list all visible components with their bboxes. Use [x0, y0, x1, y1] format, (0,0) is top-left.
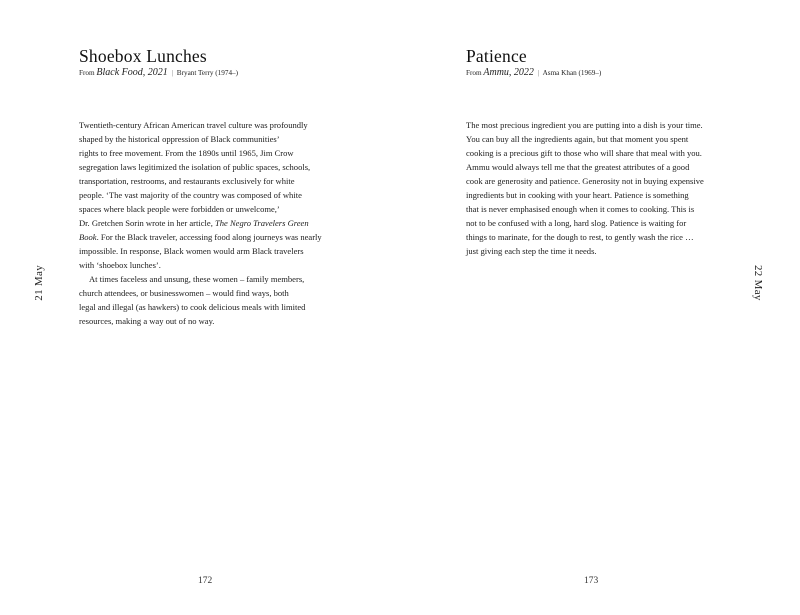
body-line: legal and illegal (as hawkers) to cook delicious meals with limited	[79, 302, 306, 312]
source-work: Black Food, 2021	[96, 67, 168, 78]
entry-body	[79, 118, 341, 328]
article-title: The Negro Travelers Green	[215, 218, 309, 228]
body-line: with ‘shoebox lunches’.	[79, 260, 161, 270]
body-line	[79, 216, 341, 230]
body-line: not to be confused with a long, hard slog. Patience is waiting for	[466, 218, 687, 228]
body-line: Ammu would always tell me that the greatest attributes of a good	[466, 162, 690, 172]
source-prefix: From	[79, 69, 95, 77]
body-line	[79, 230, 341, 244]
right-page	[400, 0, 800, 615]
entry-body	[466, 118, 734, 258]
page-number: 172	[198, 576, 213, 586]
source-work: Ammu, 2022	[483, 67, 534, 78]
body-line: At times faceless and unsung, these women – family members,	[89, 274, 305, 284]
body-line: Twentieth-century African American travel culture was profoundly	[79, 120, 308, 130]
right-entry	[466, 46, 734, 258]
source-prefix: From	[466, 69, 482, 77]
source-separator: |	[171, 69, 173, 77]
page-number: 173	[584, 576, 599, 586]
entry-title: Shoebox Lunches	[79, 46, 207, 66]
article-title: Book	[79, 232, 97, 242]
body-line: people. ‘The vast majority of the country was composed of white	[79, 190, 302, 200]
body-line: cook are generosity and patience. Generosity not in buying expensive	[466, 176, 704, 186]
source-author: Asma Khan (1969–)	[542, 69, 602, 77]
body-line: impossible. In response, Black women would arm Black travelers	[79, 246, 304, 256]
left-entry	[79, 46, 341, 328]
source-separator: |	[537, 69, 540, 77]
body-line: spaces where black people were forbidden or unwelcome,’	[79, 204, 280, 214]
entry-title: Patience	[466, 46, 527, 66]
body-line: shaped by the historical oppression of Black communities’	[79, 134, 280, 144]
body-line: You can buy all the ingredients again, but that moment you spent	[466, 134, 689, 144]
body-line: that is never emphasised enough when it comes to cooking. This is	[466, 204, 695, 214]
page-date: 22 May	[752, 265, 764, 301]
entry-source	[466, 68, 734, 78]
body-line: The most precious ingredient you are putting into a dish is your time.	[466, 120, 703, 130]
entry-source	[79, 68, 341, 78]
body-line: resources, making a way out of no way.	[79, 316, 215, 326]
body-line: cooking is a precious gift to those who will share that meal with you.	[466, 148, 702, 158]
body-line: transportation, restrooms, and restaurants exclusively for white	[79, 176, 295, 186]
page-date: 21 May	[33, 265, 45, 301]
body-line-text: . For the Black traveler, accessing food along journeys was nearly	[96, 232, 322, 242]
body-line: things to marinate, for the dough to rest, to gently wash the rice …	[466, 232, 694, 242]
body-line: just giving each step the time it needs.	[466, 246, 597, 256]
body-line: ingredients but in cooking with your heart. Patience is something	[466, 190, 689, 200]
body-line-text: Dr. Gretchen Sorin wrote in her article,	[79, 218, 215, 228]
body-line: rights to free movement. From the 1890s until 1965, Jim Crow	[79, 148, 294, 158]
body-line: segregation laws legitimized the isolation of public spaces, schools,	[79, 162, 311, 172]
source-author: Bryant Terry (1974–)	[176, 69, 239, 77]
body-line: church attendees, or businesswomen – would find ways, both	[79, 288, 289, 298]
